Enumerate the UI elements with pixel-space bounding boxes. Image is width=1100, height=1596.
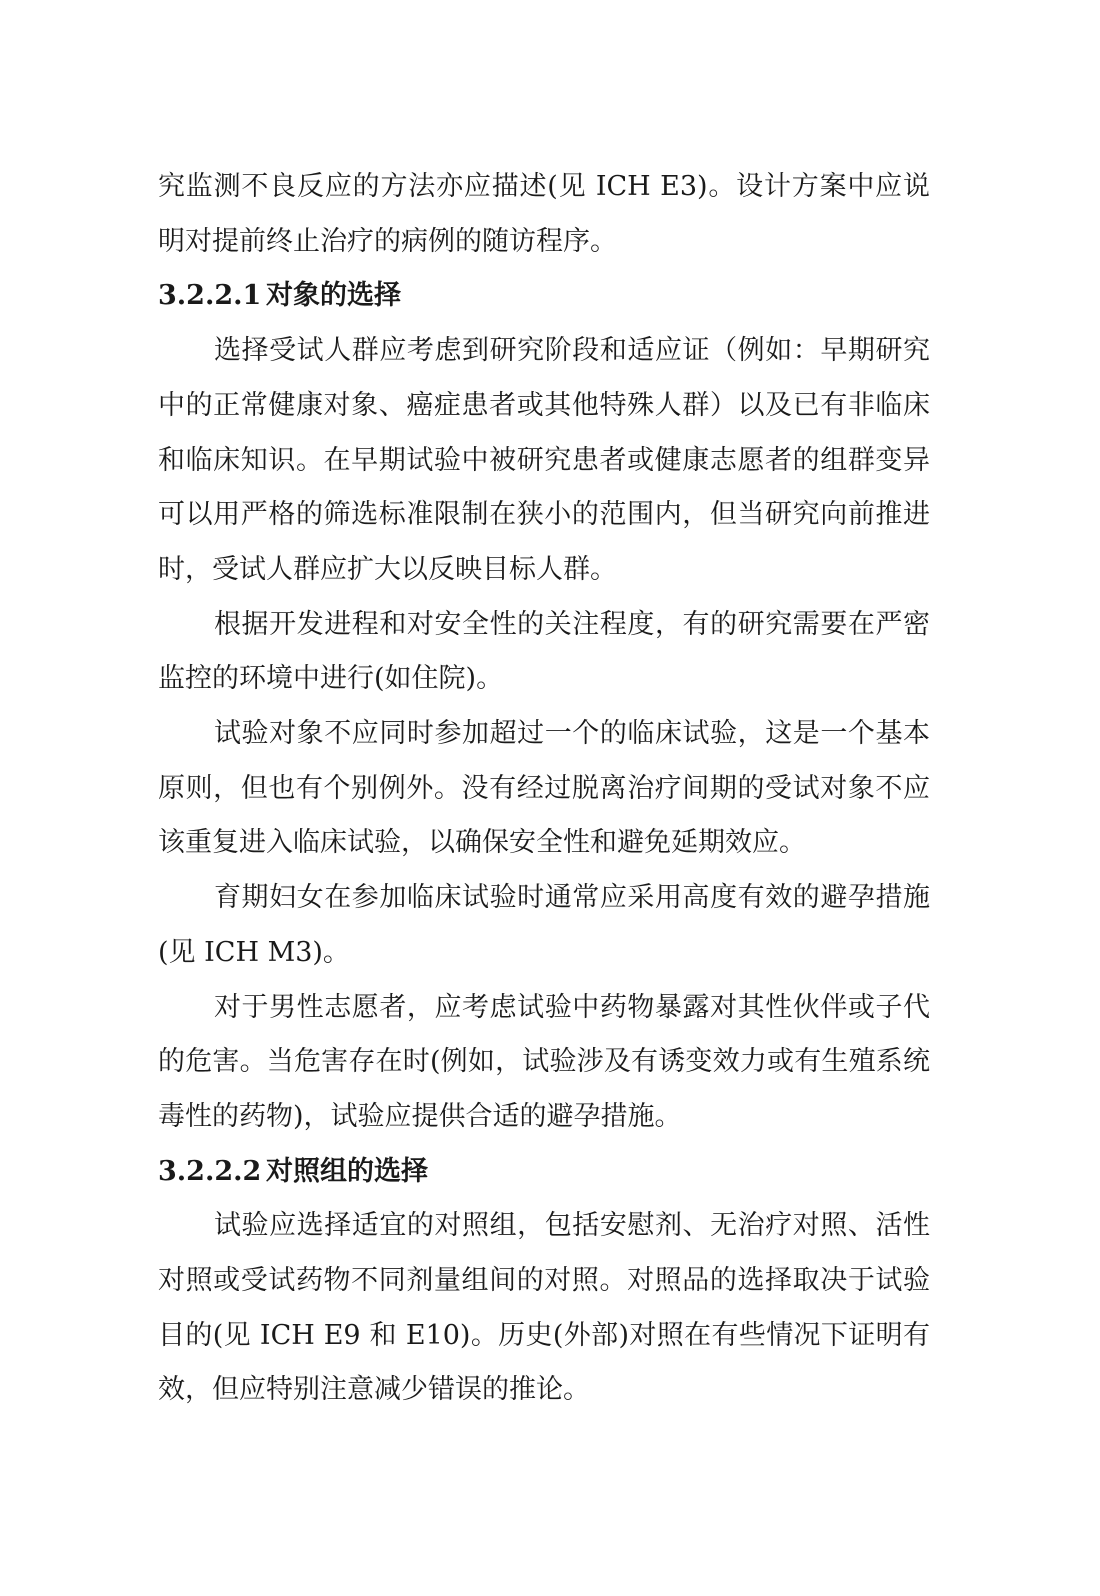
section-title: 对照组的选择 bbox=[266, 1155, 428, 1187]
paragraph-monitored-environment: 根据开发进程和对安全性的关注程度，有的研究需要在严密监控的环境中进行(如住院)。 bbox=[158, 608, 930, 695]
section-number: 3.2.2.2 bbox=[158, 1155, 262, 1187]
paragraph-control-group: 试验应选择适宜的对照组，包括安慰剂、无治疗对照、活性对照或受试药物不同剂量组间的对照。对照品的选择取决于试验目的(见 ICH E9 和 E10)。历史(外部)对照在有些情况下证明有效，但应特别注意减少错误的推论。 bbox=[158, 1210, 930, 1406]
continuation-paragraph: 究监测不良反应的方法亦应描述(见 ICH E3)。设计方案中应说明对提前终止治疗的病例的随访程序。 bbox=[158, 171, 930, 257]
section-heading-3-2-2-2 bbox=[158, 1145, 930, 1200]
paragraph-concurrent-trials: 试验对象不应同时参加超过一个的临床试验，这是一个基本原则，但也有个别例外。没有经过脱离治疗间期的受试对象不应该重复进入临床试验，以确保安全性和避免延期效应。 bbox=[158, 718, 930, 859]
section-heading-3-2-2-1 bbox=[158, 269, 930, 324]
paragraph-women-contraception: 育期妇女在参加临床试验时通常应采用高度有效的避孕措施(见 ICH M3)。 bbox=[158, 882, 930, 968]
document-body bbox=[158, 160, 930, 1418]
section-title: 对象的选择 bbox=[266, 280, 401, 312]
paragraph-subject-population: 选择受试人群应考虑到研究阶段和适应证（例如：早期研究中的正常健康对象、癌症患者或其他特殊人群）以及已有非临床和临床知识。在早期试验中被研究患者或健康志愿者的组群变异可以用严格的筛选标准限制在狭小的范围内，但当研究向前推进时，受试人群应扩大以反映目标人群。 bbox=[158, 335, 930, 585]
section-number: 3.2.2.1 bbox=[158, 280, 262, 312]
paragraph-male-volunteers: 对于男性志愿者，应考虑试验中药物暴露对其性伙伴或子代的危害。当危害存在时(例如，试验涉及有诱变效力或有生殖系统毒性的药物)，试验应提供合适的避孕措施。 bbox=[158, 991, 930, 1132]
